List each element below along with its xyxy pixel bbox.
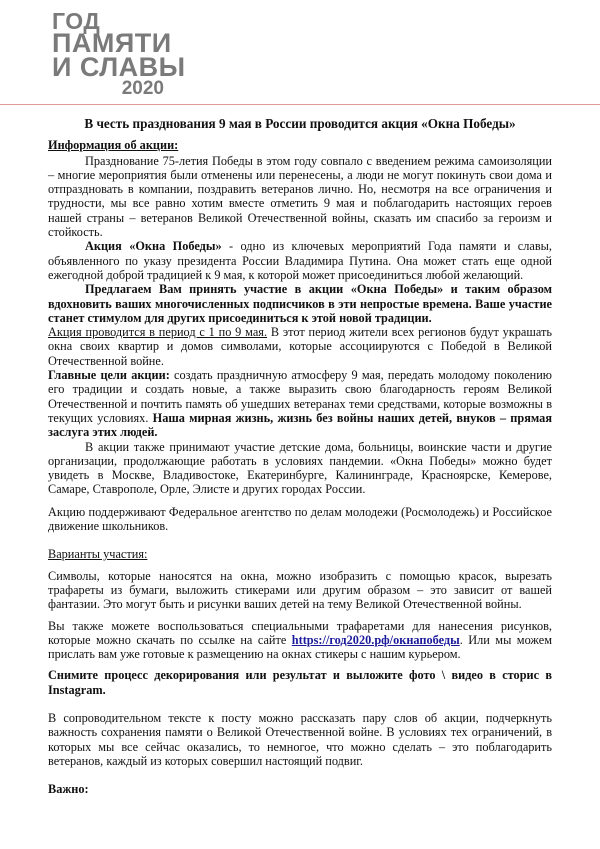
goals-label: Главные цели акции: <box>48 368 170 383</box>
stencils-link[interactable]: https://год2020.рф/окнапобеды <box>291 632 460 647</box>
document-body <box>48 117 552 796</box>
paragraph-period <box>48 325 552 368</box>
action-description: - одно из ключевых мероприятий Года памяти и славы, объявленного по указу президента России Владимира Путина. Она может стать еще одной ежегодной доброй традицией к 9 мая, к которой может присоединиться любой желающий. <box>48 239 552 282</box>
paragraph-stencils <box>48 619 552 662</box>
period-description: В этот период жители всех регионов будут украшать окна своих квартир и домов символами, которые ассоциируются с Победой в Великой Отечественной войне. <box>48 325 552 368</box>
paragraph-about-action <box>48 239 552 282</box>
paragraph-supporters: Акцию поддерживают Федеральное агентство по делам молодежи (Росмолодежь) и Российское движение школьников. <box>48 504 552 534</box>
logo-line-1: ГОД <box>52 8 101 34</box>
info-heading: Информация об акции: <box>48 138 179 153</box>
paragraph-symbols: Символы, которые наносятся на окна, можно изобразить с помощью красок, вырезать трафареты из бумаги, выложить стикерами или другим образом – это зависит от вашей фантазии. Это могут быть и рисунки ваших детей на тему Великой Отечественной войны. <box>48 568 552 612</box>
logo-line-3: И СЛАВЫ <box>52 52 186 82</box>
goals-emphasis: Наша мирная жизнь, жизнь без войны наших детей, внуков – прямая заслуга этих людей. <box>48 410 552 440</box>
important-heading: Важно: <box>48 782 89 797</box>
stencils-text-end: . Или мы можем прислать вам уже готовые к размещению на окнах стикеры с нашим курьером. <box>48 632 552 662</box>
paragraph-intro: Празднование 75-летия Победы в этом году совпало с введением режима самоизоляции – многие мероприятия были отменены или перенесены, а люди не могут покинуть свои дома и отпраздновать в компании, поздравить ветеранов лично. Но, несмотря на все ограничения и трудности, мы все равно хотим вместе отметить 9 мая и поблагодарить настоящих героев нашей страны – ветеранов Великой Отечественной войны, сказать им спасибо за героизм и стойкость. <box>48 153 552 240</box>
logo-line-2: ПАМЯТИ <box>52 28 172 58</box>
logo-year: 2020 <box>121 78 164 99</box>
year-of-memory-logo <box>52 8 192 99</box>
variants-heading: Варианты участия: <box>48 547 148 562</box>
paragraph-invitation: Предлагаем Вам принять участие в акции «Окна Победы» и таким образом вдохновить ваших многочисленных подписчиков в эти непростые времена. Ваше участие станет стимулом для других присоединиться к этой новой традиции. <box>48 282 552 325</box>
stencils-text-start: Вы также можете воспользоваться специальными трафаретами для нанесения рисунков, которые можно скачать по ссылке на сайте <box>48 618 552 647</box>
paragraph-instagram: Снимите процесс декорирования или результат и выложите фото \ видео в сторис в Instagram. <box>48 668 552 697</box>
header-divider <box>0 104 600 105</box>
paragraph-goals <box>48 368 552 439</box>
paragraph-post-text: В сопроводительном тексте к посту можно рассказать пару слов об акции, подчеркнуть важность сохранения памяти о Великой Отечественной войне. В условиях тех ограничений, в которых мы все сейчас оказались, то немногое, что можно сделать – это поблагодарить ветеранов, каждый из которых совершил настоящий подвиг. <box>48 710 552 768</box>
paragraph-participants: В акции также принимают участие детские дома, больницы, воинские части и другие организации, продолжающие работать в условиях пандемии. «Окна Победы» можно будет увидеть в Москве, Владивостоке, Екатеринбурге, Калининграде, Красноярске, Кемерове, Самаре, Ставрополе, Орле, Элисте и других городах России. <box>48 439 552 497</box>
period-dates: Акция проводится в период с 1 по 9 мая. <box>48 325 268 340</box>
document-title: В честь празднования 9 мая в России проводится акция «Окна Победы» <box>84 116 516 131</box>
action-name: Акция «Окна Победы» <box>85 239 222 254</box>
goals-text: создать праздничную атмосферу 9 мая, передать молодому поколению его традиции и создать новые, а также выразить свою благодарность героям Великой Отечественной и почтить память об ушедших ветеранах теми средствами, которые возможны в текущих условиях. <box>48 368 552 425</box>
